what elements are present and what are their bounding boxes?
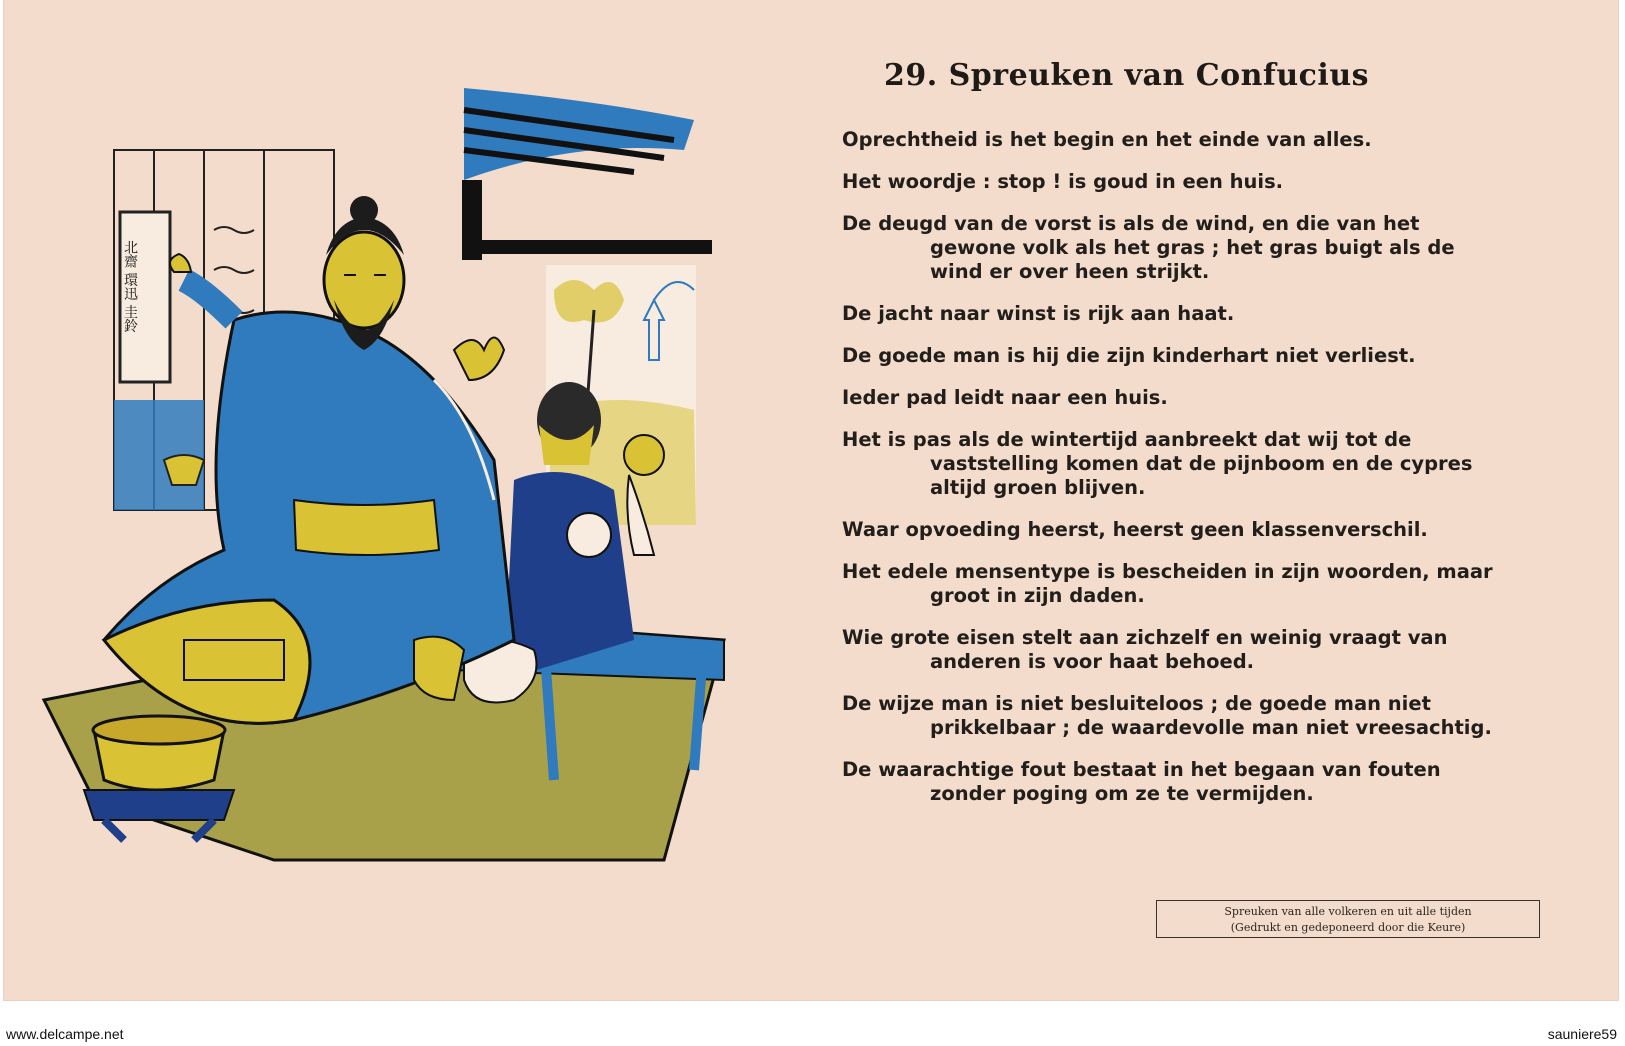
postcard [4, 0, 1618, 1000]
small-vase [164, 455, 204, 485]
confucius-illustration [34, 80, 734, 900]
saying: Het woordje : stop ! is goud in een huis. [842, 170, 1284, 193]
publisher-credit [1156, 900, 1540, 938]
page-title: 29. Spreuken van Confucius [884, 58, 1370, 93]
hanging-scroll [120, 212, 170, 382]
saying: Het edele mensentype is bescheiden in zijn woorden, maar groot in zijn daden. [842, 560, 1493, 607]
saying: De waarachtige fout bestaat in het begaan van fouten zonder poging om ze te vermijden. [842, 758, 1441, 805]
credit-line-1: Spreuken van alle volkeren en uit alle tijden [1224, 905, 1472, 918]
watermark-site: www.delcampe.net [6, 1026, 124, 1042]
saying: De goede man is hij die zijn kinderhart niet verliest. [842, 344, 1416, 367]
saying: De jacht naar winst is rijk aan haat. [842, 302, 1235, 325]
scroll-characters: 北齋 環迅 圭鈴 [122, 240, 138, 333]
sayings-list [842, 128, 1502, 824]
credit-line-2: (Gedrukt en gedeponeerd door die Keure) [1230, 921, 1466, 934]
watermark-seller: sauniere59 [1547, 1026, 1617, 1042]
roof-eave [462, 88, 712, 260]
saying: De wijze man is niet besluiteloos ; de goede man niet prikkelbaar ; de waardevolle man niet vreesachtig. [842, 692, 1492, 739]
saying: Wie grote eisen stelt aan zichzelf en weinig vraagt van anderen is voor haat behoed. [842, 626, 1448, 673]
saying: Het is pas als de wintertijd aanbreekt dat wij tot de vaststelling komen dat de pijnboom en de cypres altijd groen blijven. [842, 428, 1473, 499]
saying: Waar opvoeding heerst, heerst geen klassenverschil. [842, 518, 1428, 541]
saying: De deugd van de vorst is als de wind, en die van het gewone volk als het gras ; het gras buigt als de wind er over heen strijkt. [842, 212, 1455, 283]
saying: Oprechtheid is het begin en het einde van alles. [842, 128, 1372, 151]
saying: Ieder pad leidt naar een huis. [842, 386, 1168, 409]
